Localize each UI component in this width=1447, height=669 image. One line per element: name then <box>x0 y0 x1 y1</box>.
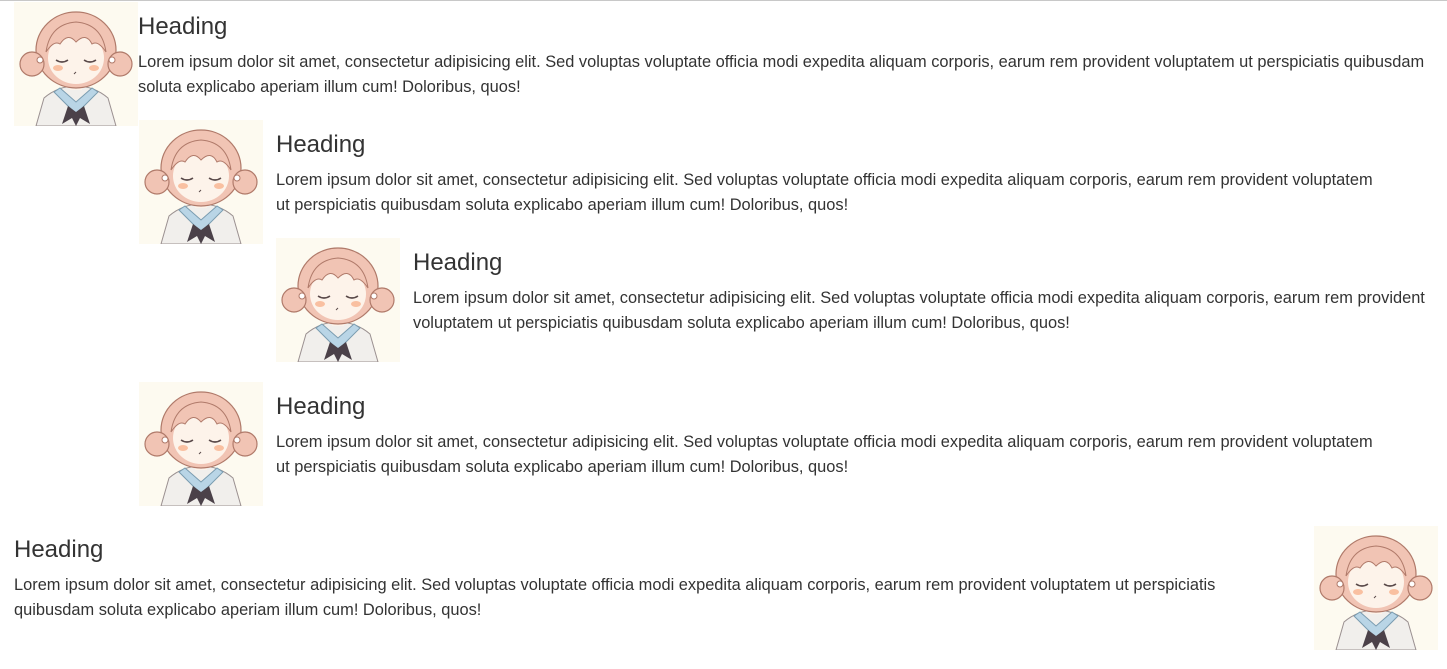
media-heading: Heading <box>276 393 366 420</box>
media-text: Lorem ipsum dolor sit amet, consectetur adipisicing elit. Sed voluptas voluptate officia modi expedita aliquam corporis, earum rem provident voluptatem ut perspiciatis quibusdam soluta explicabo aperiam illum cum! Doloribus, quos! <box>276 171 1373 214</box>
media-body <box>276 382 1379 480</box>
media-body <box>413 238 1426 336</box>
media-item-1 <box>14 2 1434 126</box>
media-heading: Heading <box>14 536 104 563</box>
media-text: Lorem ipsum dolor sit amet, consectetur adipisicing elit. Sed voluptas voluptate officia modi expedita aliquam corporis, earum rem provident voluptatem ut perspiciatis quibusdam soluta explicabo aperiam illum cum! Doloribus, quos! <box>14 576 1216 619</box>
media-heading: Heading <box>276 131 366 158</box>
media-image-container <box>139 120 263 244</box>
anime-girl-avatar-icon <box>14 2 138 126</box>
media-item-4 <box>139 382 1379 506</box>
anime-girl-avatar-icon <box>139 382 263 506</box>
top-border <box>0 0 1447 1</box>
media-text: Lorem ipsum dolor sit amet, consectetur adipisicing elit. Sed voluptas voluptate officia modi expedita aliquam corporis, earum rem provident voluptatem ut perspiciatis quibusdam soluta explicabo aperiam illum cum! Doloribus, quos! <box>276 433 1373 476</box>
media-image-container <box>1314 526 1438 650</box>
media-item-2 <box>139 120 1379 244</box>
media-image-container <box>139 382 263 506</box>
media-text: Lorem ipsum dolor sit amet, consectetur adipisicing elit. Sed voluptas voluptate officia modi expedita aliquam corporis, earum rem provident voluptatem ut perspiciatis quibusdam soluta explicabo aperiam illum cum! Doloribus, quos! <box>413 289 1425 332</box>
anime-girl-avatar-icon <box>1314 526 1438 650</box>
media-body <box>14 526 1300 623</box>
anime-girl-avatar-icon <box>276 238 400 362</box>
media-body <box>276 120 1379 218</box>
media-item-3 <box>276 238 1426 362</box>
media-text: Lorem ipsum dolor sit amet, consectetur adipisicing elit. Sed voluptas voluptate officia modi expedita aliquam corporis, earum rem provident voluptatem ut perspiciatis quibusdam soluta explicabo aperiam illum cum! Doloribus, quos! <box>138 53 1425 96</box>
media-image-container <box>276 238 400 362</box>
media-image-container <box>14 2 138 126</box>
media-heading: Heading <box>413 249 503 276</box>
media-item-5 <box>14 526 1438 650</box>
media-body <box>138 2 1434 100</box>
media-heading: Heading <box>138 13 228 40</box>
anime-girl-avatar-icon <box>139 120 263 244</box>
